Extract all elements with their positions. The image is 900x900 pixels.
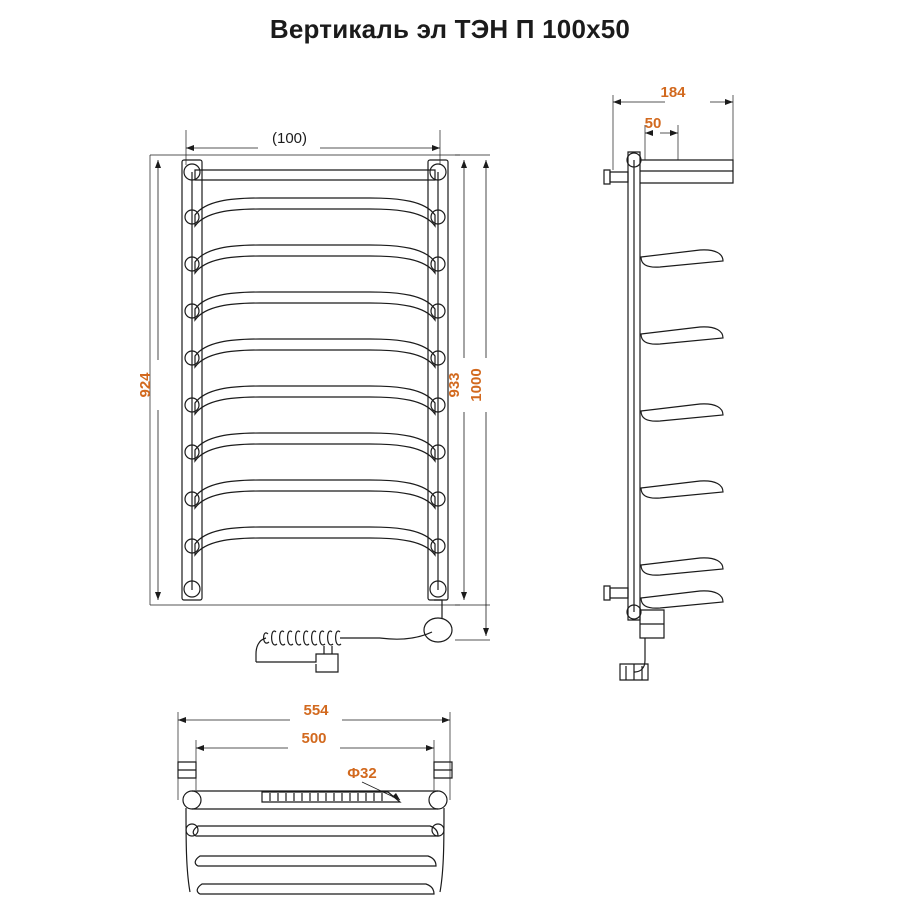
power-cord: [256, 631, 432, 672]
front-view-geometry: [150, 130, 490, 672]
front-height-inner-label: 933: [446, 372, 463, 398]
top-width-inner-label: 500: [301, 730, 327, 747]
front-height-total-label: 1000: [468, 368, 485, 402]
side-view-geometry: [604, 95, 733, 680]
page-title: Вертикаль эл ТЭН П 100х50: [269, 14, 631, 44]
side-depth-outer-label: 184: [660, 84, 686, 101]
side-depth-offset-label: 50: [644, 115, 662, 132]
top-width-outer-label: 554: [303, 702, 329, 719]
front-width-label: (100): [272, 130, 308, 147]
front-rungs: [195, 170, 435, 555]
side-shelves: [641, 250, 723, 608]
top-diameter-label: Ф32: [347, 765, 377, 782]
top-heater-coil: [262, 792, 400, 802]
front-height-outer-label: 924: [137, 372, 154, 398]
